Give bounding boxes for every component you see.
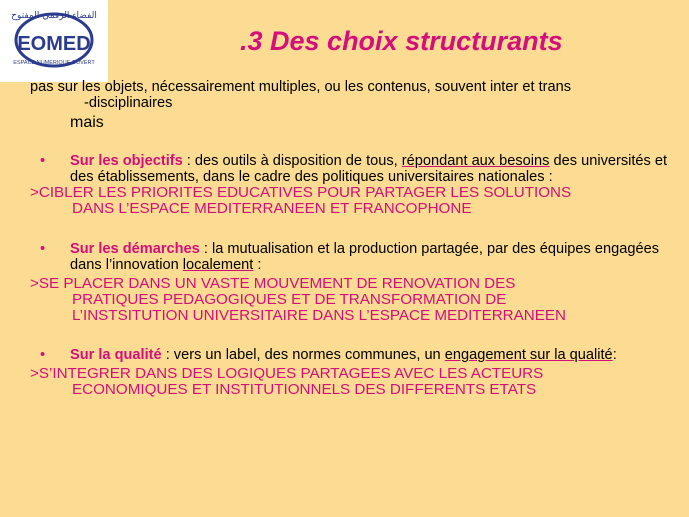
caps-block-objectifs <box>30 185 685 217</box>
caps-line: >CIBLER LES PRIORITES EDUCATIVES POUR PARTAGER LES SOLUTIONS <box>30 184 572 201</box>
bullet-qualite <box>30 347 685 363</box>
bullet-marker: • <box>40 347 46 363</box>
caps-line: L’INSTSITUTION UNIVERSITAIRE DANS L’ESPACE MEDITERRANEEN <box>72 307 566 324</box>
intro-line-2: -disciplinaires <box>84 95 173 111</box>
caps-line: ECONOMIQUES ET INSTITUTIONNELS DES DIFFERENTS ETATS <box>72 381 537 398</box>
logo-wordmark: EOMED <box>17 33 91 55</box>
slide-title: .3 Des choix structurants <box>240 26 563 56</box>
bullet-underlined: répondant aux besoins <box>401 153 550 169</box>
caps-line: >S’INTEGRER DANS DES LOGIQUES PARTAGEES AVEC LES ACTEURS <box>30 365 544 382</box>
bullet-text-after: : <box>612 347 617 363</box>
bullet-underlined: localement <box>182 257 254 273</box>
bullet-text-after: des universités et des établissements, dans le cadre des politiques universitaires nationales : <box>70 153 668 185</box>
bullet-text-before: : vers un label, des normes communes, un <box>161 347 445 363</box>
bullet-heading: Sur les démarches <box>70 241 200 257</box>
bullet-body <box>70 241 685 273</box>
bullet-text-before: : des outils à disposition de tous, <box>182 153 402 169</box>
bullet-text-before: : la mutualisation et la production partagée, par des équipes engagées dans l’innovation <box>70 241 660 273</box>
bullet-body <box>70 347 685 363</box>
intro-mais: mais <box>70 114 104 131</box>
caps-block-demarches <box>30 276 685 324</box>
bullet-heading: Sur la qualité <box>70 347 162 363</box>
bullet-demarches <box>30 241 685 273</box>
logo-graphic <box>0 0 108 82</box>
bullet-heading: Sur les objectifs <box>70 153 183 169</box>
bullet-marker: • <box>40 153 46 169</box>
bullet-underlined: engagement sur la qualité <box>444 347 613 363</box>
bullet-marker: • <box>40 241 46 257</box>
caps-line: PRATIQUES PEDAGOGIQUES ET DE TRANSFORMATION DE <box>72 291 507 308</box>
logo-subtitle: ESPACE NUMERIQUE OUVERT <box>13 60 95 66</box>
logo <box>0 0 108 82</box>
intro-line-1: pas sur les objets, nécessairement multiples, ou les contenus, souvent inter et trans <box>30 79 572 95</box>
caps-line: >SE PLACER DANS UN VASTE MOUVEMENT DE RENOVATION DES <box>30 275 516 292</box>
slide-content <box>30 79 685 398</box>
bullet-body <box>70 153 685 185</box>
caps-block-qualite <box>30 366 685 398</box>
bullet-text-after: : <box>253 257 262 273</box>
bullet-objectifs <box>30 153 685 185</box>
logo-arabic: الفضاء الرقمي المفتوح <box>11 11 97 21</box>
caps-line: DANS L’ESPACE MEDITERRANEEN ET FRANCOPHONE <box>72 200 472 217</box>
